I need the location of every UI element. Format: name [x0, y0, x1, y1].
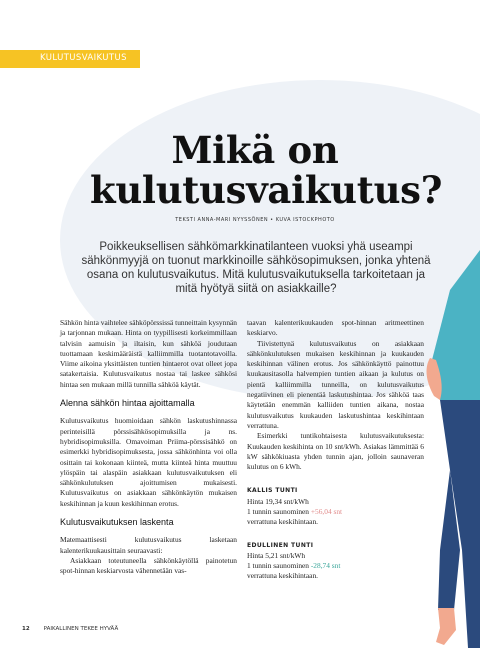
- subheading: Alenna sähkön hintaa ajoittamalla: [60, 398, 195, 409]
- paragraph: Matemaattisesti kulutusvaikutus lasketaan kalenterikuukausittain seuraavasti:: [60, 535, 237, 555]
- right-column: [247, 318, 424, 581]
- positive-value: +56,04 snt: [310, 506, 343, 516]
- paragraph: Esimerkki tuntikohtaisesta kulutusvaikutuksesta: Kuukauden keskihinta on 10 snt/kWh. Asiakas lämmittää 6 kW sähkökiuasta yhden tunnin ajan, jolloin saunaveran kulutus on 6 kWh.: [247, 431, 424, 472]
- expensive-hour-box: [247, 486, 424, 526]
- box-title: EDULLINEN TUNTI: [247, 541, 314, 549]
- paragraph: Sähkön hinta vaihtelee sähköpörssissä tunneittain kysynnän ja tarjonnan mukaan. Hinta on tyypillisesti korkeimmillaan talvisin aamuisin ja iltaisin, kun sähköä joudutaan tuottamaan keskimääräistä kalliimmilla tuotantotavoilla. Viime aikoina yksittäisten tuntien hintaerot ovat olleet jopa satakertaisia. Kulutusvaikutus nostaa tai laskee sähkösi hintaa sen mukaan millä tunnilla sähköä käytät.: [60, 318, 237, 389]
- sauna-line: [247, 507, 424, 517]
- price-line: Hinta 5,21 snt/kWh: [247, 551, 306, 561]
- subheading: Kulutusvaikutuksen laskenta: [60, 517, 174, 528]
- sauna-label: 1 tunnin saunominen: [247, 506, 311, 516]
- left-column: [60, 318, 237, 577]
- comparison-line: verrattuna keskihintaan.: [247, 571, 319, 581]
- title-line-2: kulutusvaikutus?: [90, 168, 443, 212]
- section-tag-label: KULUTUSVAIKUTUS: [40, 53, 127, 63]
- sauna-line: [247, 561, 424, 571]
- byline: TEKSTI ANNA-MARI NYYSSÖNEN • KUVA ISTOCKPHOTO: [175, 217, 335, 223]
- page-footer: [22, 626, 118, 632]
- comparison-line: verrattuna keskihintaan.: [247, 516, 319, 526]
- foot: [436, 608, 456, 645]
- sauna-label: 1 tunnin saunominen: [247, 561, 311, 571]
- paragraph: Kulutusvaikutus huomioidaan sähkön laskutushinnassa perinteisillä pörssisähkösopimuksilla ja ns. hybridisopimuksilla. Omavoiman Priima-pörssisähkö on esimerkki hybridisopimuksesta, jossa sähkönhinta voi olla osittain tai kokonaan kiinteä, mutta kiinteä hinta muuttuu ylöspäin tai alaspäin asiakkaan kulutusvaikutuksen eli sähkönkulutuksen ajoittumisen mukaisesti. Kulutusvaikutus on asiakkaan sähkönkäytön mukaisen keskihinnan ja kuun keskihinnan erotus.: [60, 416, 237, 508]
- paragraph: taavan kalenterikuukauden spot-hinnan aritmeettinen keskiarvo.: [247, 318, 424, 338]
- page-number: 12: [22, 626, 30, 632]
- person-illustration: [410, 250, 480, 648]
- price-line: Hinta 19,34 snt/kWh: [247, 496, 309, 506]
- cheap-hour-box: [247, 541, 424, 581]
- footer-text: PAIKALLINEN TEKEE HYVÄÄ: [43, 626, 119, 632]
- paragraph: Asiakkaan toteutuneella sähkönkäytöllä painotetun spot-hinnan keskiarvosta vähennetään vas-: [60, 555, 237, 576]
- title-line-1: Mikä on: [171, 128, 339, 172]
- lead-paragraph: Poikkeuksellisen sähkömarkkinatilanteen vuoksi yhä useampi sähkönmyyjä on tuonut markkinoille sähkösopimuksen, jonka yhtenä osana on kulutusvaikutus. Mitä kulutusvaikutuksella tarkoitetaan ja mitä hyötyä siitä on asiakkaille?: [81, 241, 431, 295]
- section-tag: [0, 50, 140, 68]
- negative-value: -28,74 snt: [310, 561, 341, 571]
- paragraph: Tiivistettynä kulutusvaikutus on asiakkaan sähkönkulutuksen mukaisen keskihinnan ja kuukauden keskihinnan välinen erotus. Jos sähkönkäyttö painottuu kuukausitasolla halvempien tuntien aikaan ja kulutus on pientä kalliimmilla tunneilla, on kulutusvaikutus negatiivinen eli pienentää laskutushintaa. Jos sähköä taas käytetään enemmän kalliiden tuntien aikana, nostaa kulutusvaikutus kuukauden laskutushintaa keskihintaan verrattuna.: [247, 338, 424, 430]
- box-title: KALLIS TUNTI: [247, 487, 298, 495]
- article-title: [90, 128, 443, 212]
